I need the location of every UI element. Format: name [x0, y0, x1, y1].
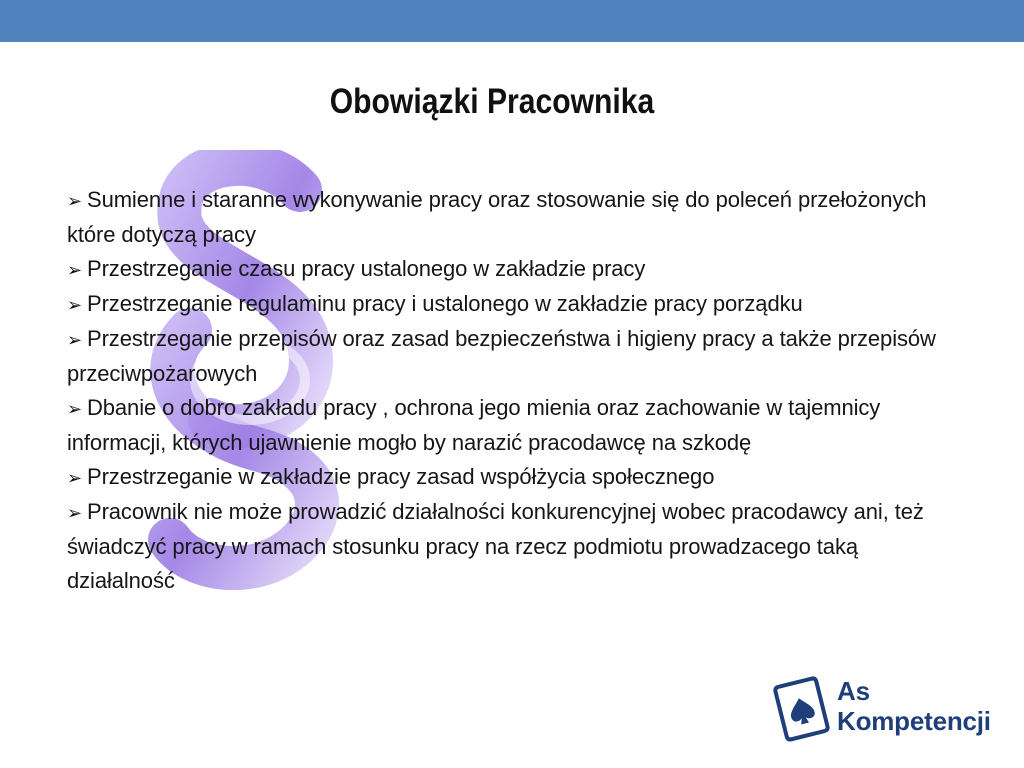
- list-item: [67, 460, 947, 495]
- arrow-bullet-icon: ➢: [67, 503, 82, 523]
- arrow-bullet-icon: ➢: [67, 191, 82, 211]
- arrow-bullet-icon: ➢: [67, 468, 82, 488]
- logo-text: [837, 676, 991, 736]
- logo-line-1: As: [837, 676, 870, 706]
- logo: [770, 672, 1000, 744]
- bullet-text: Dbanie o dobro zakładu pracy , ochrona jego mienia oraz zachowanie w tajemnicy informacji, których ujawnienie mogło by narazić pracodawcę na szkodę: [67, 395, 881, 455]
- list-item: [67, 287, 947, 322]
- arrow-bullet-icon: ➢: [67, 330, 82, 350]
- arrow-bullet-icon: ➢: [67, 399, 82, 419]
- list-item: [67, 252, 947, 287]
- logo-line-2: Kompetencji: [837, 706, 991, 736]
- bullet-list: [67, 183, 947, 598]
- top-accent-bar: [0, 0, 1024, 42]
- bullet-text: Przestrzeganie w zakładzie pracy zasad współżycia społecznego: [87, 464, 715, 489]
- bullet-text: Przestrzeganie regulaminu pracy i ustalonego w zakładzie pracy porządku: [87, 291, 803, 316]
- bullet-text: Pracownik nie może prowadzić działalności konkurencyjnej wobec pracodawcy ani, też świadczyć pracy w ramach stosunku pracy na rzecz podmiotu prowadzacego taką działalność: [67, 499, 924, 593]
- bullet-text: Przestrzeganie czasu pracy ustalonego w zakładzie pracy: [87, 256, 646, 281]
- list-item: [67, 322, 947, 391]
- arrow-bullet-icon: ➢: [67, 295, 82, 315]
- slide-content: [67, 183, 947, 598]
- list-item: [67, 391, 947, 460]
- bullet-text: Przestrzeganie przepisów oraz zasad bezpieczeństwa i higieny pracy a także przepisów przeciwpożarowych: [67, 326, 936, 386]
- slide-title: Obowiązki Pracownika: [329, 82, 655, 121]
- list-item: [67, 495, 947, 598]
- arrow-bullet-icon: ➢: [67, 260, 82, 280]
- spade-card-icon: [770, 672, 832, 742]
- list-item: [67, 183, 947, 252]
- bullet-text: Sumienne i staranne wykonywanie pracy oraz stosowanie się do poleceń przełożonych które dotyczą pracy: [67, 187, 927, 247]
